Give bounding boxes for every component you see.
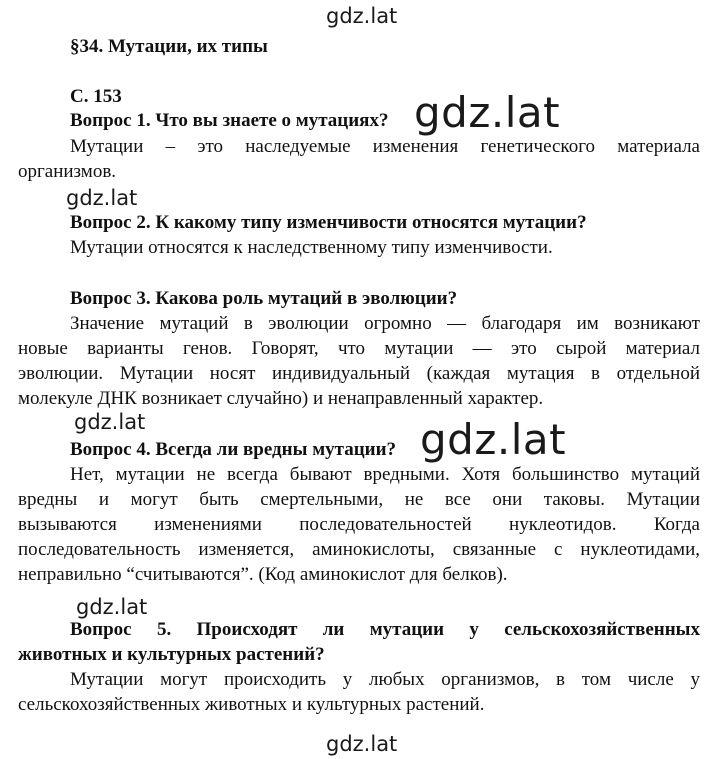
question-3-answer-line-3: эволюции. Мутации носят индивидуальный (каждая мутация в отдельной [18,363,700,384]
watermark-top: gdz.lat [326,4,398,28]
question-3-answer-line-4: молекуле ДНК возникает случайно) и ненаправленный характер. [18,388,544,409]
question-5-answer-line-1: Мутации могут происходить у любых организмов, в том числе у [70,669,700,690]
question-5-heading-line-2: животных и культурных растений? [18,644,325,665]
watermark-q1-big: gdz.lat [414,88,561,137]
question-1-answer-line-1: Мутации – это наследуемые изменения генетического материала [70,136,700,157]
question-4-answer-line-1: Нет, мутации не всегда бывают вредными. Хотя большинство мутаций [70,464,700,485]
watermark-bottom: gdz.lat [326,732,398,756]
question-5-heading-line-1: Вопрос 5. Происходят ли мутации у сельскохозяйственных [70,619,700,640]
watermark-q4-big: gdz.lat [420,415,567,464]
question-4-answer-line-5: неправильно “считываются”. (Код аминокислот для белков). [18,564,508,585]
section-title: §34. Мутации, их типы [70,36,268,57]
question-4-answer-line-4: последовательность изменяется, аминокислоты, связанные с нуклеотидами, [18,539,700,560]
question-2-heading: Вопрос 2. К какому типу изменчивости относятся мутации? [70,212,587,233]
question-4-answer-line-3: вызываются изменениями последовательностей нуклеотидов. Когда [18,514,700,535]
question-2-answer-line-1: Мутации относятся к наследственному типу изменчивости. [70,237,553,258]
watermark-after-q4: gdz.lat [76,595,148,619]
question-1-heading: Вопрос 1. Что вы знаете о мутациях? [70,110,389,131]
question-4-answer-line-2: вредны и могут быть смертельными, не все они таковы. Мутации [18,489,700,510]
question-3-answer-line-2: новые варианты генов. Говорят, что мутации — это сырой материал [18,338,700,359]
question-4-heading: Вопрос 4. Всегда ли вредны мутации? [70,439,397,460]
question-1-answer-line-2: организмов. [18,161,117,182]
watermark-after-q1: gdz.lat [66,186,138,210]
watermark-after-q3: gdz.lat [74,410,146,434]
question-3-answer-line-1: Значение мутаций в эволюции огромно — благодаря им возникают [70,313,700,334]
page-ref: С. 153 [70,86,122,107]
question-5-answer-line-2: сельскохозяйственных животных и культурных растений. [18,694,485,715]
question-3-heading: Вопрос 3. Какова роль мутаций в эволюции? [70,288,458,309]
